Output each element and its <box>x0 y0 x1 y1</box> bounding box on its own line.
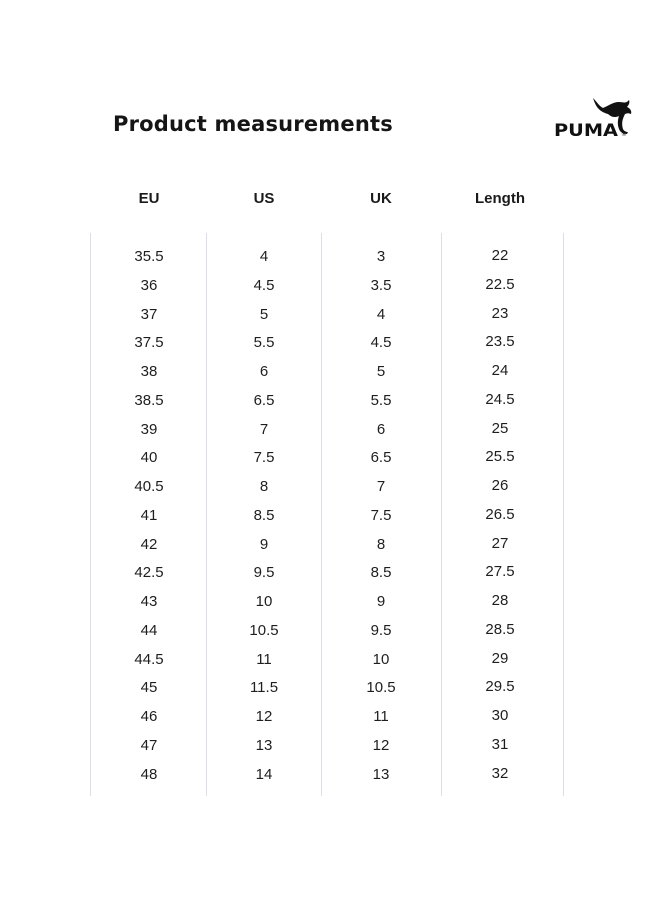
table-cell: 24 <box>491 362 509 379</box>
table-cell: 10.5 <box>249 621 279 639</box>
header-us: US <box>253 190 275 207</box>
table-cell: 38 <box>140 363 158 380</box>
svg-text:®: ® <box>621 131 627 138</box>
table-cell: 23 <box>491 304 509 322</box>
puma-logo <box>553 96 635 140</box>
table-cell: 8 <box>259 478 269 495</box>
table-cell: 40.5 <box>134 478 164 495</box>
table-cell: 28.5 <box>485 620 515 638</box>
table-cell: 47 <box>140 736 158 754</box>
table-cell: 24.5 <box>485 390 515 408</box>
table-cell: 14 <box>255 765 273 783</box>
table-cell: 13 <box>255 736 273 754</box>
table-cell: 31 <box>491 735 509 753</box>
table-cell: 6.5 <box>253 391 275 409</box>
table-cell: 9 <box>376 593 386 610</box>
table-cell: 30 <box>491 707 509 724</box>
table-cell: 25.5 <box>485 448 515 466</box>
table-cell: 10 <box>372 650 390 668</box>
table-cell: 4.5 <box>370 334 392 352</box>
table-cell: 48 <box>140 765 158 783</box>
table-cell: 11 <box>256 650 272 668</box>
table-cell: 35.5 <box>134 248 164 265</box>
length-column <box>440 244 560 790</box>
table-cell: 9.5 <box>253 564 275 582</box>
us-column <box>204 245 324 791</box>
table-cell: 3 <box>376 248 386 265</box>
table-cell: 8.5 <box>253 506 275 524</box>
table-cell: 27.5 <box>485 563 515 581</box>
table-cell: 5.5 <box>253 334 275 352</box>
puma-wordmark: PUMA <box>554 121 619 140</box>
table-cell: 8.5 <box>370 564 392 582</box>
table-cell: 11 <box>373 708 389 725</box>
table-cell: 10 <box>255 593 273 610</box>
table-cell: 41 <box>140 506 158 524</box>
header-eu: EU <box>138 190 160 207</box>
table-cell: 39 <box>140 420 158 438</box>
table-cell: 11.5 <box>249 679 279 697</box>
table-cell: 6 <box>376 420 386 438</box>
table-cell: 13 <box>372 765 390 783</box>
table-cell: 22 <box>491 247 509 264</box>
table-cell: 6 <box>259 363 269 380</box>
table-cell: 7 <box>259 420 269 438</box>
table-cell: 42 <box>140 535 158 553</box>
table-cell: 26 <box>491 477 509 494</box>
table-cell: 27 <box>491 534 509 552</box>
table-cell: 5 <box>259 305 269 323</box>
table-cell: 5 <box>376 363 386 380</box>
table-cell: 42.5 <box>134 564 164 582</box>
table-cell: 7.5 <box>370 506 392 524</box>
table-cell: 5.5 <box>370 391 392 409</box>
table-cell: 38.5 <box>134 391 164 409</box>
table-cell: 45 <box>140 679 158 697</box>
table-cell: 12 <box>255 708 273 725</box>
table-cell: 44.5 <box>134 650 164 668</box>
grid-line <box>563 233 564 796</box>
table-cell: 4.5 <box>253 276 275 294</box>
table-cell: 25 <box>491 419 509 437</box>
table-cell: 28 <box>491 592 509 609</box>
table-cell: 9.5 <box>370 621 392 639</box>
table-cell: 12 <box>372 736 390 754</box>
header-uk: UK <box>370 190 392 207</box>
table-cell: 10.5 <box>366 679 396 697</box>
table-cell: 7.5 <box>253 449 275 467</box>
table-cell: 26.5 <box>485 505 515 523</box>
table-cell: 22.5 <box>485 275 515 293</box>
table-cell: 4 <box>376 305 386 323</box>
table-cell: 3.5 <box>370 276 392 294</box>
puma-cat-icon <box>553 96 635 140</box>
table-cell: 29.5 <box>485 678 515 696</box>
table-cell: 43 <box>140 593 158 610</box>
table-cell: 6.5 <box>370 449 392 467</box>
header-length: Length <box>475 190 525 207</box>
table-cell: 23.5 <box>485 333 515 351</box>
table-cell: 9 <box>259 535 269 553</box>
table-cell: 36 <box>140 276 158 294</box>
table-cell: 44 <box>140 621 158 639</box>
page-title: Product measurements <box>113 112 393 136</box>
table-cell: 32 <box>491 764 509 782</box>
table-cell: 37.5 <box>134 334 164 352</box>
table-cell: 40 <box>140 449 158 467</box>
table-cell: 8 <box>376 535 386 553</box>
eu-column <box>89 245 209 791</box>
table-cell: 29 <box>491 649 509 667</box>
table-cell: 46 <box>140 708 158 725</box>
table-cell: 37 <box>140 305 158 323</box>
table-cell: 4 <box>259 248 269 265</box>
table-cell: 7 <box>376 478 386 495</box>
uk-column <box>321 245 441 791</box>
